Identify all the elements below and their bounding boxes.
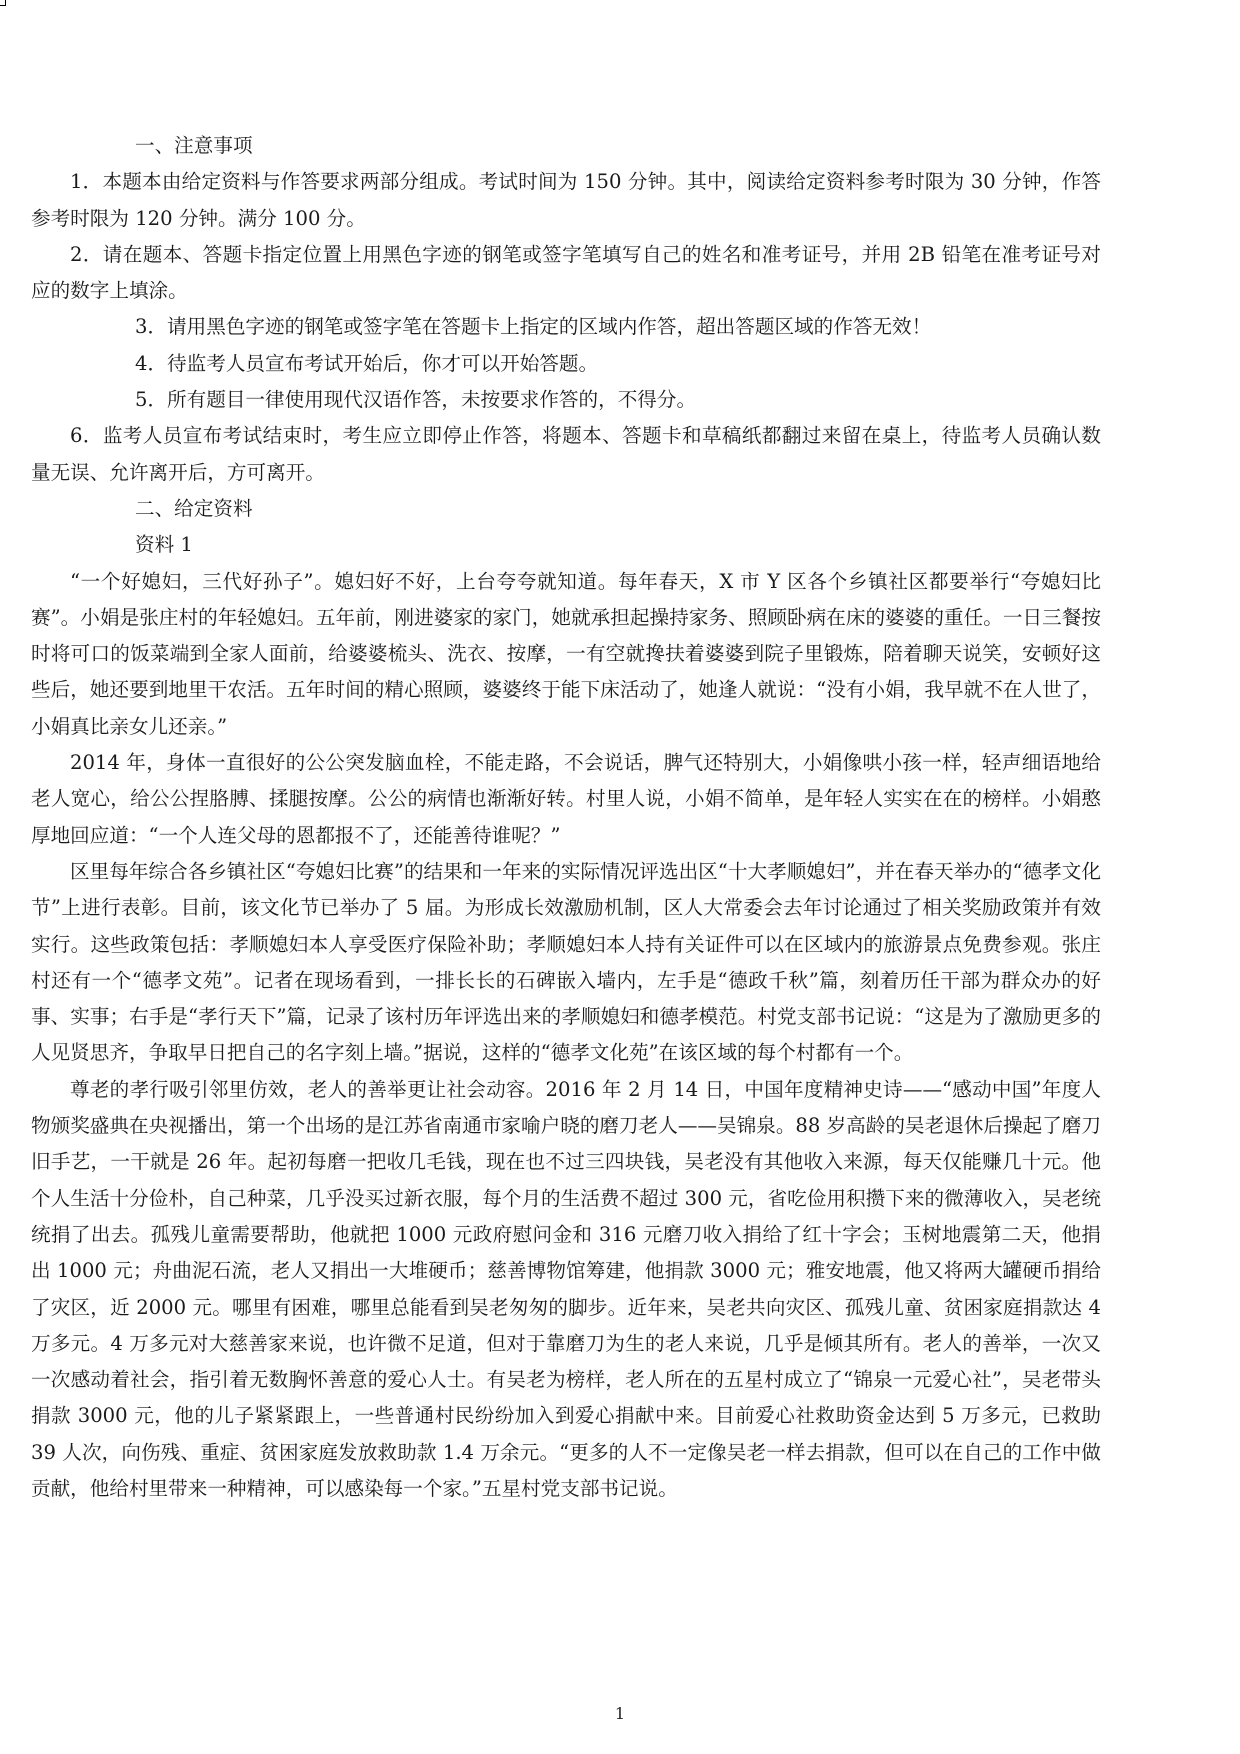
- notice-heading: 一、注意事项: [135, 134, 253, 157]
- notice-item: 6．监考人员宣布考试结束时，考生应立即停止作答，将题本、答题卡和草稿纸都翻过来留在桌上，待监考人员确认数量无误、允许离开后，方可离开。: [31, 424, 1101, 484]
- material-paragraph: “一个好媳妇，三代好孙子”。媳妇好不好，上台夸夸就知道。每年春天，X 市 Y 区各个乡镇社区都要举行“夸媳妇比赛”。小娟是张庄村的年轻媳妇。五年前，刚进婆家的家门，她就承担起操持家务、照顾卧病在床的婆婆的重任。一日三餐按时将可口的饭菜端到全家人面前，给婆婆梳头、洗衣、按摩，一有空就搀扶着婆婆到院子里锻炼，陪着聊天说笑，安顿好这些后，她还要到地里干农活。五年时间的精心照顾，婆婆终于能下床活动了，她逢人就说：“没有小娟，我早就不在人世了，小娟真比亲女儿还亲。”: [31, 569, 1101, 738]
- crop-mark: [0, 0, 6, 6]
- notice-item: 3．请用黑色字迹的钢笔或签字笔在答题卡上指定的区域内作答，超出答题区域的作答无效！: [135, 315, 932, 339]
- notice-item: 4．待监考人员宣布考试开始后，你才可以开始答题。: [135, 351, 599, 375]
- document-body: [31, 128, 1101, 1507]
- notice-item: 5．所有题目一律使用现代汉语作答，未按要求作答的，不得分。: [135, 388, 697, 412]
- material-subheading: 资料 1: [135, 533, 193, 557]
- notice-item: 2．请在题本、答题卡指定位置上用黑色字迹的钢笔或签字笔填写自己的姓名和准考证号，并用 2B 铅笔在准考证号对应的数字上填涂。: [31, 242, 1101, 303]
- material-heading: 二、给定资料: [135, 496, 253, 520]
- material-paragraph: 尊老的孝行吸引邻里仿效，老人的善举更让社会动容。2016 年 2 月 14 日，中国年度精神史诗——“感动中国”年度人物颁奖盛典在央视播出，第一个出场的是江苏省南通市家喻户晓的磨刀老人——吴锦泉。88 岁高龄的吴老退休后操起了磨刀旧手艺，一干就是 26 年。起初每磨一把收几毛钱，现在也不过三四块钱，吴老没有其他收入来源，每天仅能赚几十元。他个人生活十分俭朴，自己种菜，几乎没买过新衣服，每个月的生活费不超过 300 元，省吃俭用积攒下来的微薄收入，吴老统统捐了出去。孤残儿童需要帮助，他就把 1000 元政府慰问金和 316 元磨刀收入捐给了红十字会；玉树地震第二天，他捐出 1000 元；舟曲泥石流，老人又捐出一大堆硬币；慈善博物馆筹建，他捐款 3000 元；雅安地震，他又将两大罐硬币捐给了灾区，近 2000 元。哪里有困难，哪里总能看到吴老匆匆的脚步。近年来，吴老共向灾区、孤残儿童、贫困家庭捐款达 4 万多元。4 万多元对大慈善家来说，也许微不足道，但对于靠磨刀为生的老人来说，几乎是倾其所有。老人的善举，一次又一次感动着社会，指引着无数胸怀善意的爱心人士。有吴老为榜样，老人所在的五星村成立了“锦泉一元爱心社”，吴老带头捐款 3000 元，他的儿子紧紧跟上，一些普通村民纷纷加入到爱心捐献中来。目前爱心社救助资金达到 5 万多元，已救助 39 人次，向伤残、重症、贫困家庭发放救助款 1.4 万余元。“更多的人不一定像吴老一样去捐款，但可以在自己的工作中做贡献，他给村里带来一种精神，可以感染每一个家。”五星村党支部书记说。: [31, 1077, 1101, 1500]
- material-paragraph: 2014 年，身体一直很好的公公突发脑血栓，不能走路，不会说话，脾气还特别大，小娟像哄小孩一样，轻声细语地给老人宽心，给公公捏胳膊、揉腿按摩。公公的病情也渐渐好转。村里人说，小娟不简单，是年轻人实实在在的榜样。小娟憨厚地回应道：“一个人连父母的恩都报不了，还能善待谁呢？”: [31, 751, 1101, 847]
- notice-item: 1．本题本由给定资料与作答要求两部分组成。考试时间为 150 分钟。其中，阅读给定资料参考时限为 30 分钟，作答参考时限为 120 分钟。满分 100 分。: [31, 170, 1101, 230]
- material-paragraph: 区里每年综合各乡镇社区“夸媳妇比赛”的结果和一年来的实际情况评选出区“十大孝顺媳妇”，并在春天举办的“德孝文化节”上进行表彰。目前，该文化节已举办了 5 届。为形成长效激励机制，区人大常委会去年讨论通过了相关奖励政策并有效实行。这些政策包括：孝顺媳妇本人享受医疗保险补助；孝顺媳妇本人持有关证件可以在区域内的旅游景点免费参观。张庄村还有一个“德孝文苑”。记者在现场看到，一排长长的石碑嵌入墙内，左手是“德政千秋”篇，刻着历任干部为群众办的好事、实事；右手是“孝行天下”篇，记录了该村历年评选出来的孝顺媳妇和德孝模范。村党支部书记说：“这是为了激励更多的人见贤思齐，争取早日把自己的名字刻上墙。”据说，这样的“德孝文化苑”在该区域的每个村都有一个。: [31, 859, 1101, 1065]
- page-number: 1: [614, 1704, 626, 1723]
